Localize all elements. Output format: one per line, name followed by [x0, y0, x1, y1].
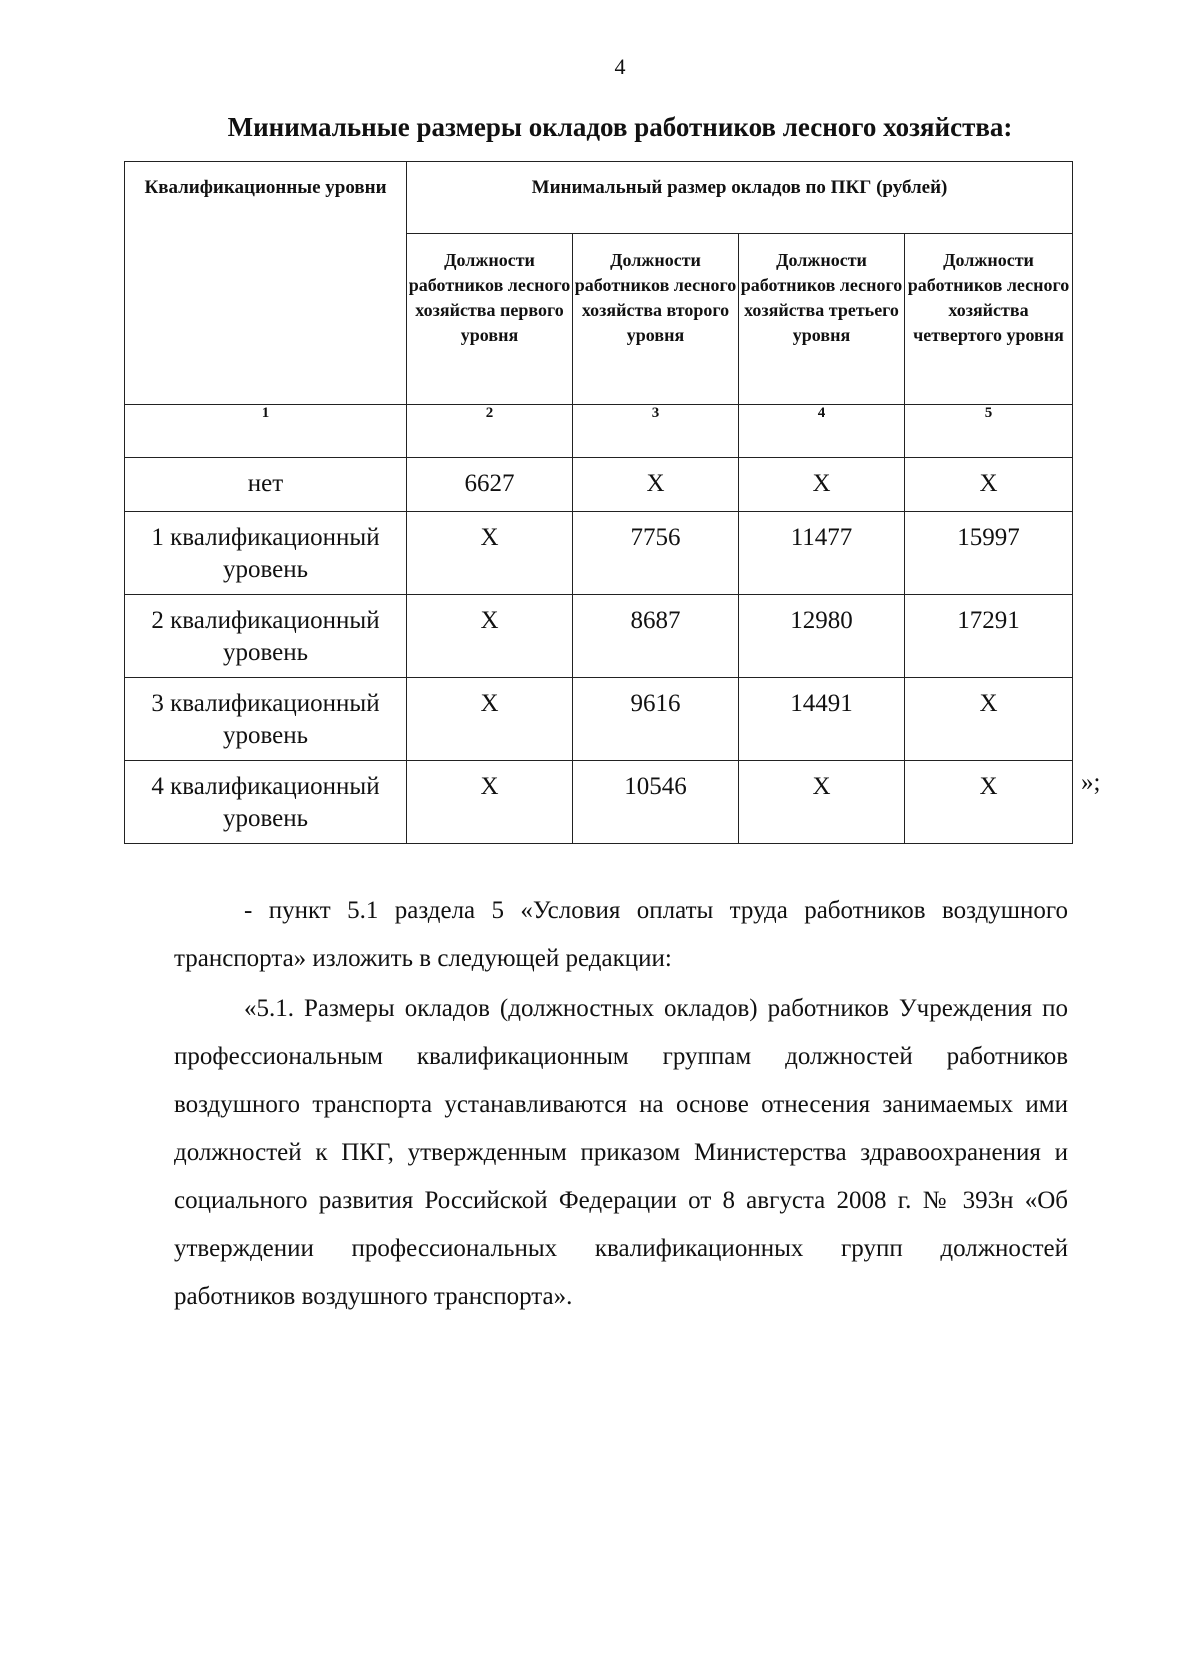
header-min-salary: Минимальный размер окладов по ПКГ (рублей): [407, 162, 1073, 234]
page-number: 4: [614, 54, 626, 79]
table-cell: X: [407, 678, 573, 761]
row-label: 3 квалификационный уровень: [125, 678, 407, 761]
closing-quote-mark: »;: [1081, 769, 1101, 796]
table-cell: X: [905, 458, 1073, 512]
table-cell: 14491: [739, 678, 905, 761]
table-cell: 7756: [573, 512, 739, 595]
table-cell: 11477: [739, 512, 905, 595]
row-label: нет: [125, 458, 407, 512]
table-cell: 15997: [905, 512, 1073, 595]
table-cell: X: [407, 595, 573, 678]
table-row: [125, 512, 1073, 595]
table-cell: X: [407, 761, 573, 844]
table-cell: 17291: [905, 595, 1073, 678]
row-label: 1 квалификационный уровень: [125, 512, 407, 595]
column-number: 4: [739, 405, 905, 458]
clause-text-paragraph: «5.1. Размеры окладов (должностных окладов) работников Учреждения по профессиональным квалификационным группам должностей работников воздушного транспорта устанавливаются на основе отнесения занимаемых ими должностей к ПКГ, утвержденным приказом Министерства здравоохранения и социального развития Российской Федерации от 8 августа 2008 г. № 393н «Об утверждении профессиональных квалификационных групп должностей работников воздушного транспорта».: [174, 995, 1068, 1310]
subheader-third-level: Должности работников лесного хозяйства третьего уровня: [739, 234, 905, 405]
header-levels: Квалификационные уровни: [125, 162, 407, 405]
table-cell: 8687: [573, 595, 739, 678]
table-row: [125, 678, 1073, 761]
column-number-row: [125, 405, 1073, 458]
table-cell: 9616: [573, 678, 739, 761]
subheader-first-level: Должности работников лесного хозяйства первого уровня: [407, 234, 573, 405]
column-number: 2: [407, 405, 573, 458]
document-title: Минимальные размеры окладов работников лесного хозяйства:: [227, 112, 1013, 142]
table-row: [125, 761, 1073, 844]
subheader-second-level: Должности работников лесного хозяйства второго уровня: [573, 234, 739, 405]
table-cell: X: [739, 458, 905, 512]
table-row: [125, 595, 1073, 678]
table-cell: X: [739, 761, 905, 844]
table-cell: X: [573, 458, 739, 512]
column-number: 5: [905, 405, 1073, 458]
subheader-fourth-level: Должности работников лесного хозяйства четвертого уровня: [905, 234, 1073, 405]
row-label: 4 квалификационный уровень: [125, 761, 407, 844]
table-row: [125, 458, 1073, 512]
column-number: 3: [573, 405, 739, 458]
salary-table: [124, 161, 1073, 844]
table-header-row: [125, 162, 1073, 234]
table-cell: 12980: [739, 595, 905, 678]
table-cell: X: [905, 678, 1073, 761]
table-cell: X: [407, 512, 573, 595]
amendment-paragraph: - пункт 5.1 раздела 5 «Условия оплаты труда работников воздушного транспорта» изложить в следующей редакции:: [174, 897, 1068, 972]
table-cell: X: [905, 761, 1073, 844]
column-number: 1: [125, 405, 407, 458]
table-cell: 6627: [407, 458, 573, 512]
table-cell: 10546: [573, 761, 739, 844]
row-label: 2 квалификационный уровень: [125, 595, 407, 678]
